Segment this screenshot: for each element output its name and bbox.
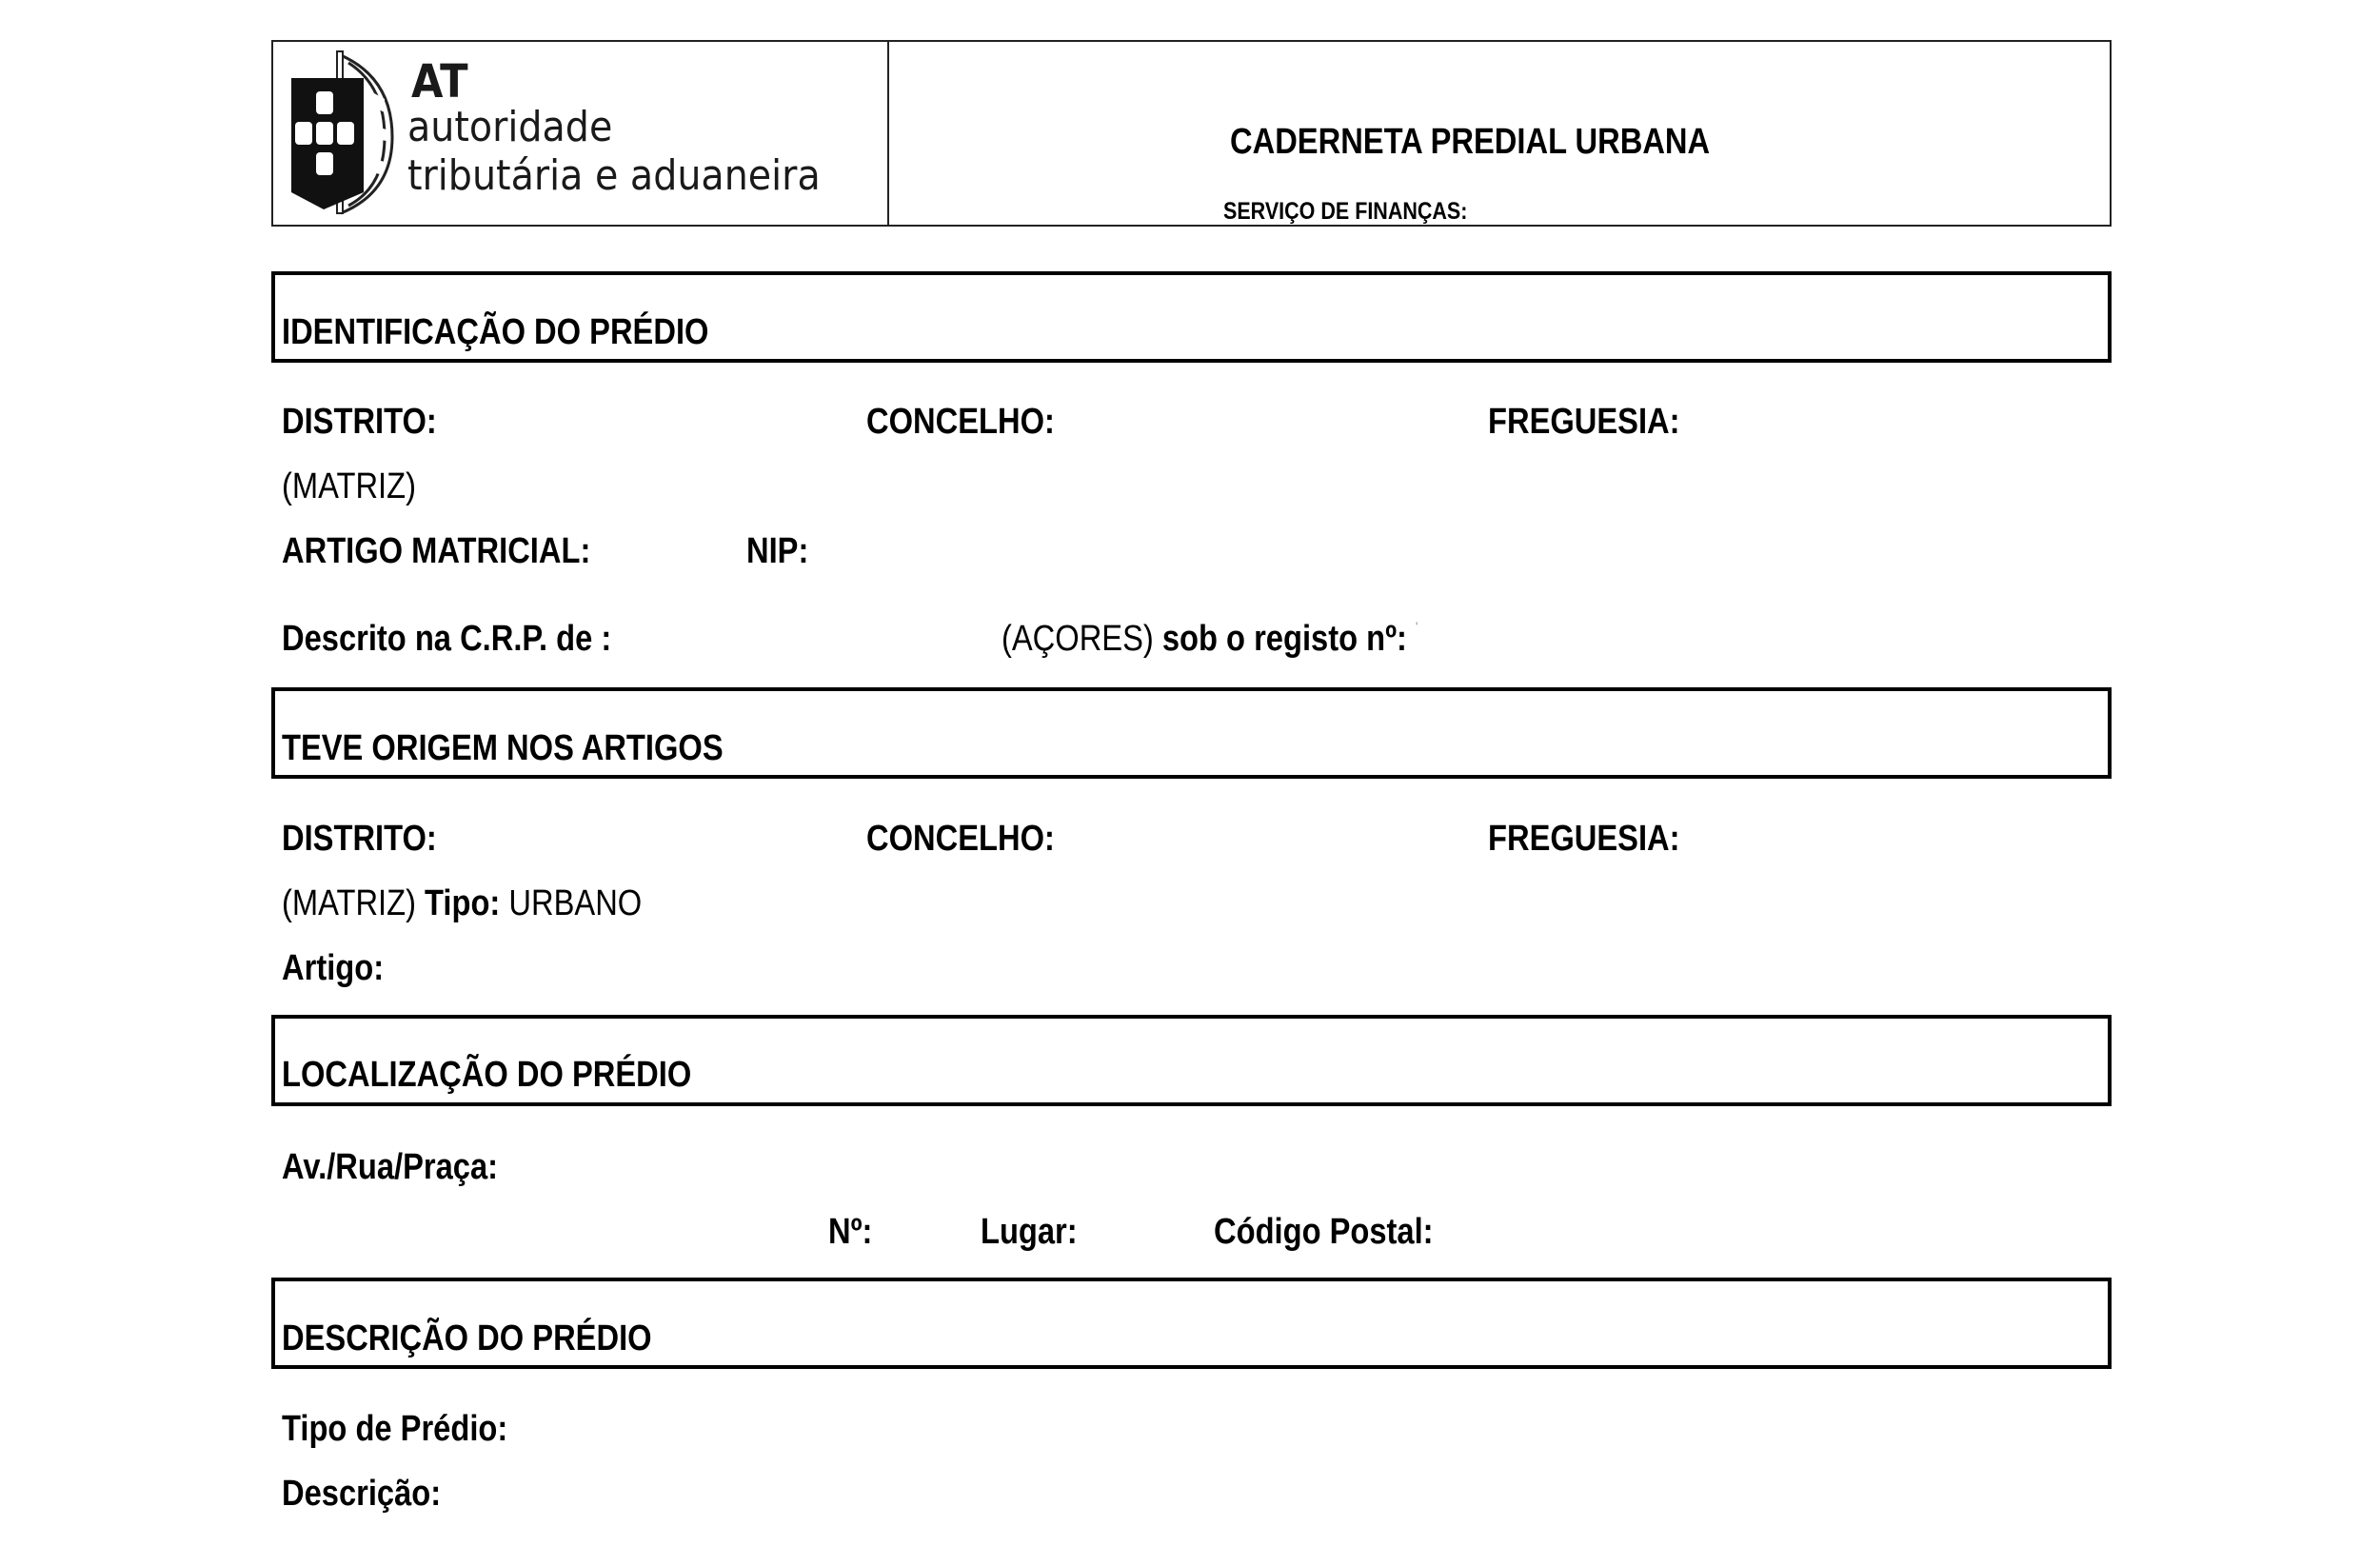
label-rua: Av./Rua/Praça:	[282, 1147, 499, 1187]
header-divider	[887, 40, 889, 227]
label-freguesia: FREGUESIA:	[1488, 402, 1680, 442]
section-title-descricao: DESCRIÇÃO DO PRÉDIO	[282, 1318, 652, 1358]
service-label: SERVIÇO DE FINANÇAS:	[1223, 198, 1468, 225]
label-origem-freguesia: FREGUESIA:	[1488, 819, 1680, 859]
label-origem-artigo: Artigo:	[282, 948, 385, 988]
label-origem-tipo: Tipo:	[425, 883, 501, 923]
label-registo: sob o registo nº:	[1161, 619, 1407, 659]
label-concelho: CONCELHO:	[866, 402, 1055, 442]
label-tipo-predio: Tipo de Prédio:	[282, 1409, 508, 1449]
label-numero: Nº:	[828, 1212, 873, 1252]
label-descrito-crp: Descrito na C.R.P. de :	[282, 619, 612, 659]
label-registo-line	[1002, 619, 1486, 660]
label-origem-matriz-tipo	[282, 883, 701, 924]
logo-abbreviation: AT	[411, 55, 468, 109]
logo-text-line2: tributária e aduaneira	[407, 151, 821, 200]
label-descricao: Descrição:	[282, 1474, 442, 1514]
label-lugar: Lugar:	[981, 1212, 1078, 1252]
label-acores: (AÇORES)	[1002, 619, 1154, 659]
value-origem-tipo: URBANO	[508, 883, 643, 923]
logo-text-line1: autoridade	[407, 103, 613, 151]
label-origem-matriz: (MATRIZ)	[282, 883, 416, 923]
label-distrito: DISTRITO:	[282, 402, 437, 442]
label-artigo-matricial: ARTIGO MATRICIAL:	[282, 531, 591, 571]
portuguese-shield-armillary-icon	[286, 50, 400, 217]
section-title-localizacao: LOCALIZAÇÃO DO PRÉDIO	[282, 1055, 692, 1095]
section-title-origem: TEVE ORIGEM NOS ARTIGOS	[282, 728, 724, 768]
registo-value: '	[1415, 619, 1418, 634]
label-matriz: (MATRIZ)	[282, 466, 416, 506]
label-codigo-postal: Código Postal:	[1214, 1212, 1434, 1252]
label-nip: NIP:	[746, 531, 809, 571]
section-title-identificacao: IDENTIFICAÇÃO DO PRÉDIO	[282, 312, 709, 352]
document-title: CADERNETA PREDIAL URBANA	[1230, 122, 1711, 162]
label-origem-concelho: CONCELHO:	[866, 819, 1055, 859]
label-origem-distrito: DISTRITO:	[282, 819, 437, 859]
